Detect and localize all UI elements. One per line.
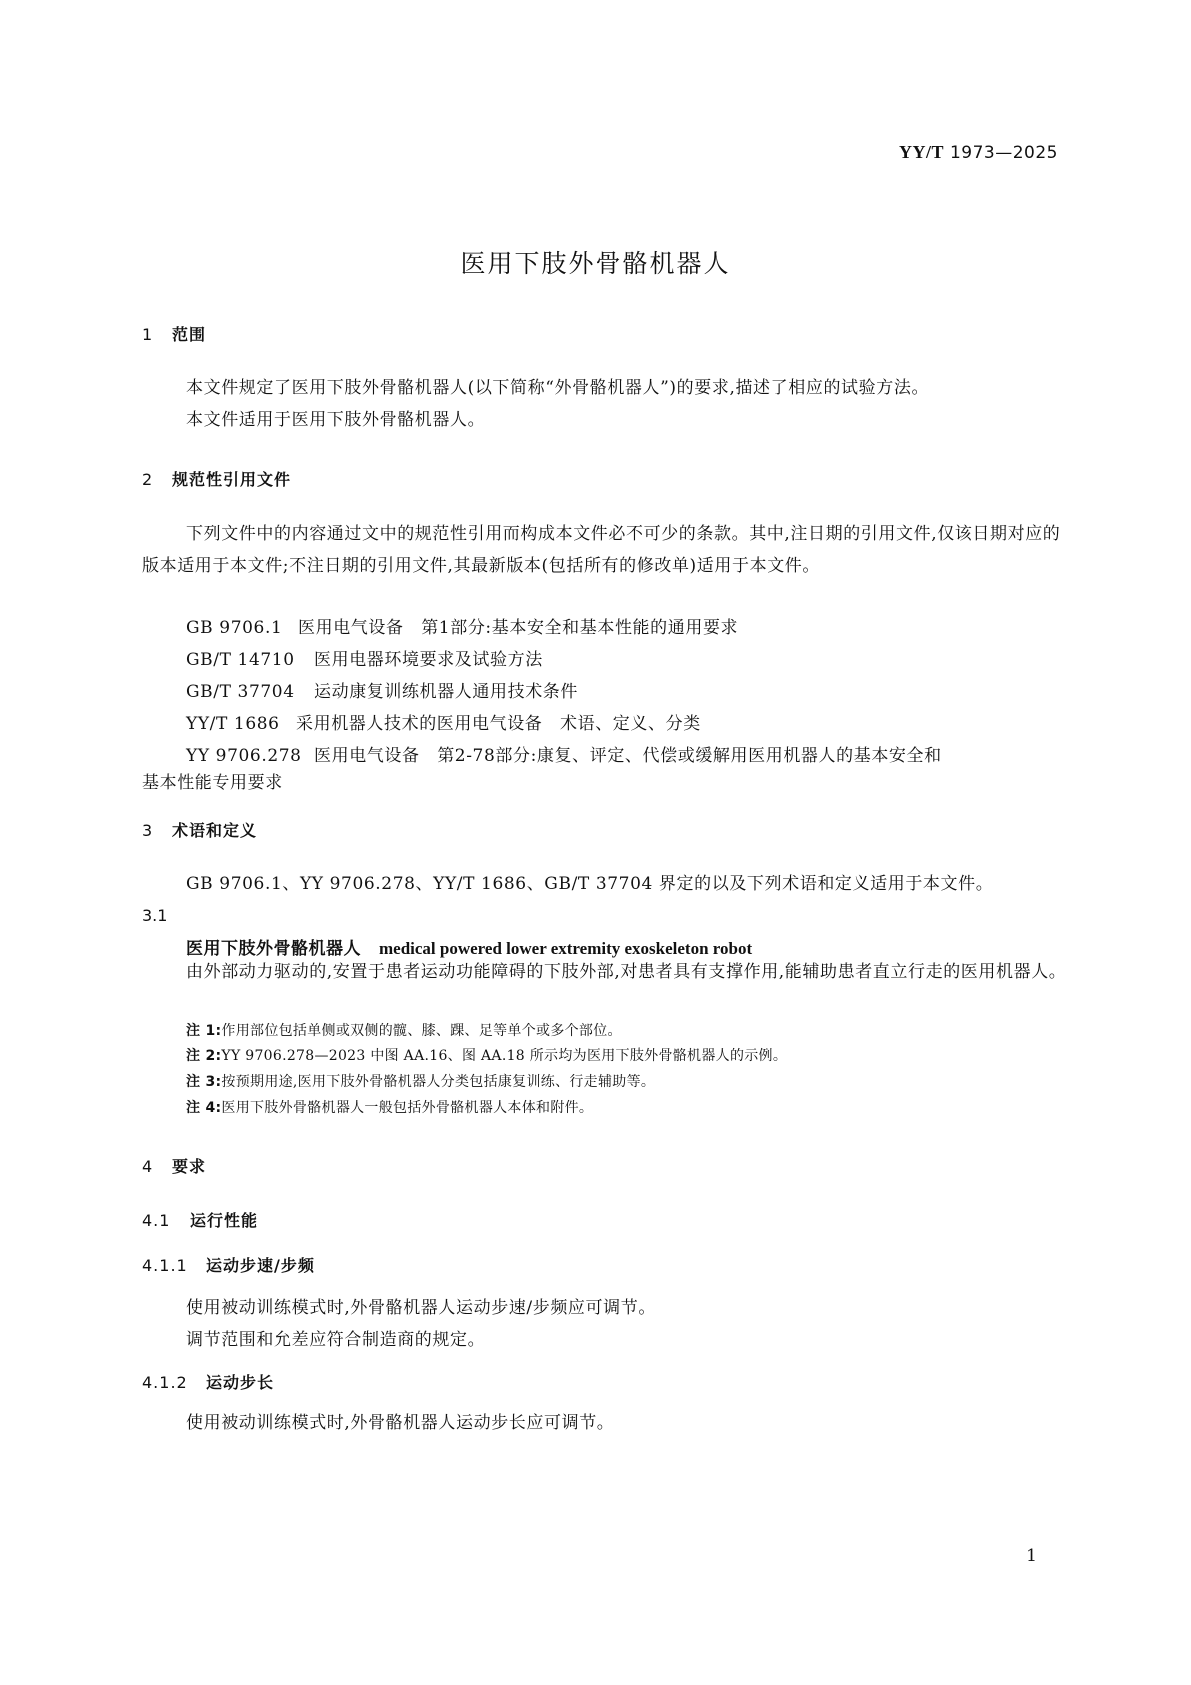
reference-item [186, 645, 543, 670]
scope-paragraph-1: 本文件规定了医用下肢外骨骼机器人(以下简称“外骨骼机器人”)的要求,描述了相应的试验方法。 [186, 378, 930, 398]
normative-references-intro: 下列文件中的内容通过文中的规范性引用而构成本文件必不可少的条款。其中,注日期的引用文件,仅该日期对应的版本适用于本文件;不注日期的引用文件,其最新版本(包括所有的修改单)适用于本文件。 [142, 524, 1061, 576]
section-number: 4.1.1 [142, 1256, 188, 1275]
section-title: 运动步长 [206, 1373, 275, 1392]
term-definition: 由外部动力驱动的,安置于患者运动功能障碍的下肢外部,对患者具有支撑作用,能辅助患者直立行走的医用机器人。 [186, 962, 1067, 982]
section-number: 4.1 [142, 1211, 171, 1230]
reference-item [186, 613, 738, 638]
document-title: 医用下肢外骨骼机器人 [460, 249, 731, 278]
section-number: 1 [142, 325, 154, 344]
section-4-1-heading [142, 1208, 258, 1231]
section-4-1-2-heading [142, 1370, 274, 1393]
section-title: 术语和定义 [172, 821, 258, 840]
section-number: 4.1.2 [142, 1373, 188, 1392]
note-text: 医用下肢外骨骼机器人一般包括外骨骼机器人本体和附件。 [221, 1100, 594, 1116]
section-1-heading [142, 322, 206, 345]
term-english: medical powered lower extremity exoskeleton robot [379, 939, 753, 958]
note-item [186, 1097, 593, 1117]
section-title: 要求 [172, 1157, 207, 1176]
reference-continuation: 基本性能专用要求 [142, 773, 283, 793]
standard-number: 1973—2025 [949, 143, 1058, 163]
note-text: YY 9706.278—2023 中图 AA.16、图 AA.18 所示均为医用下肢外骨骼机器人的示例。 [221, 1048, 788, 1064]
note-item [186, 1020, 622, 1040]
walking-speed-paragraph-1: 使用被动训练模式时,外骨骼机器人运动步速/步频应可调节。 [186, 1298, 656, 1318]
step-length-paragraph: 使用被动训练模式时,外骨骼机器人运动步长应可调节。 [186, 1413, 615, 1433]
reference-title: 医用电气设备 第2-78部分:康复、评定、代偿或缓解用医用机器人的基本安全和 [314, 746, 942, 766]
standard-code [899, 142, 1058, 163]
section-number: 4 [142, 1157, 154, 1176]
section-number: 2 [142, 470, 154, 489]
section-title: 运行性能 [190, 1211, 259, 1230]
note-label: 注 2: [186, 1048, 222, 1064]
walking-speed-paragraph-2: 调节范围和允差应符合制造商的规定。 [186, 1330, 486, 1350]
standard-prefix: YY/T [899, 142, 945, 162]
reference-item [186, 741, 942, 766]
section-title: 范围 [172, 325, 207, 344]
section-number: 3 [142, 821, 154, 840]
section-4-heading [142, 1154, 206, 1177]
reference-item [186, 677, 578, 702]
reference-code: YY/T 1686 [186, 714, 280, 734]
page-number: 1 [1026, 1546, 1037, 1566]
reference-title: 医用电气设备 第1部分:基本安全和基本性能的通用要求 [298, 618, 739, 638]
reference-code: GB 9706.1 [186, 618, 283, 638]
reference-code: YY 9706.278 [186, 746, 302, 766]
section-3-heading [142, 818, 257, 841]
section-4-1-1-heading [142, 1253, 315, 1276]
term-chinese: 医用下肢外骨骼机器人 [186, 939, 361, 959]
reference-item [186, 709, 701, 734]
note-label: 注 3: [186, 1074, 222, 1090]
reference-title: 运动康复训练机器人通用技术条件 [314, 682, 578, 702]
note-label: 注 1: [186, 1023, 222, 1039]
reference-title: 医用电器环境要求及试验方法 [314, 650, 543, 670]
note-item [186, 1071, 655, 1091]
section-title: 运动步速/步频 [206, 1256, 315, 1275]
section-title: 规范性引用文件 [172, 470, 292, 489]
note-label: 注 4: [186, 1100, 222, 1116]
section-2-heading [142, 467, 291, 490]
reference-title: 采用机器人技术的医用电气设备 术语、定义、分类 [296, 714, 701, 734]
scope-paragraph-2: 本文件适用于医用下肢外骨骼机器人。 [186, 410, 486, 430]
term-number: 3.1 [142, 906, 168, 925]
note-text: 作用部位包括单侧或双侧的髋、膝、踝、足等单个或多个部位。 [221, 1023, 622, 1039]
note-item [186, 1045, 787, 1065]
note-text: 按预期用途,医用下肢外骨骼机器人分类包括康复训练、行走辅助等。 [221, 1074, 656, 1090]
reference-code: GB/T 37704 [186, 682, 295, 702]
terms-intro: GB 9706.1、YY 9706.278、YY/T 1686、GB/T 37704 界定的以及下列术语和定义适用于本文件。 [186, 874, 994, 894]
reference-code: GB/T 14710 [186, 650, 295, 670]
